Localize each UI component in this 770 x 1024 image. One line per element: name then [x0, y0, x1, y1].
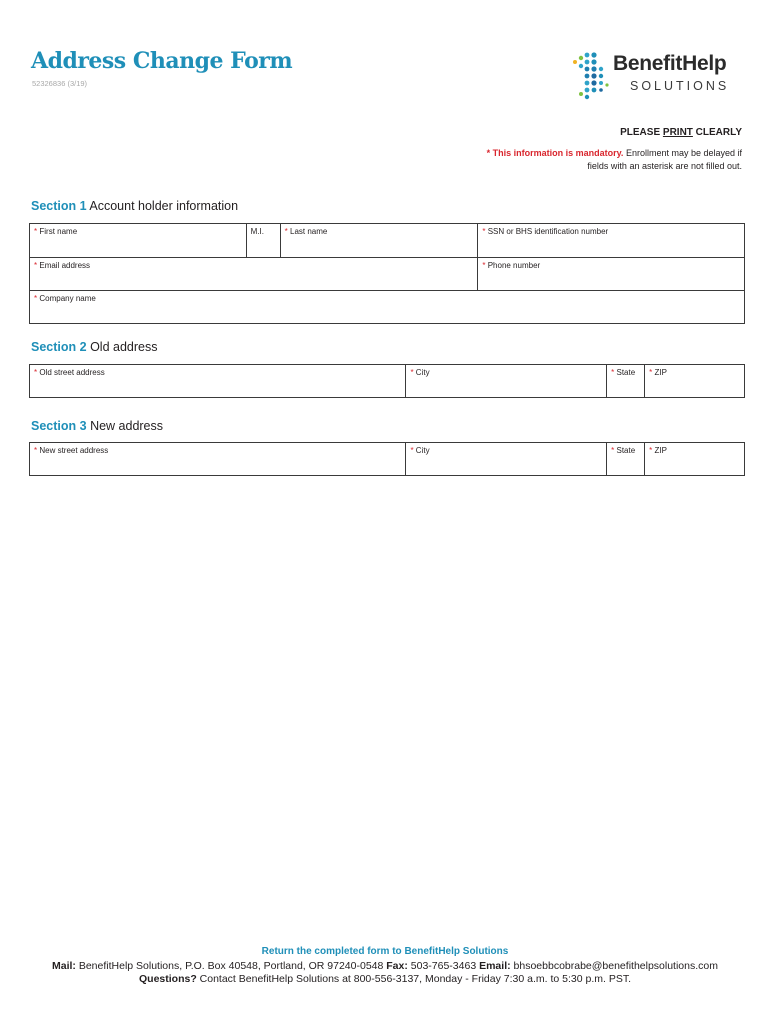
required-asterisk: *	[649, 446, 653, 455]
new-state-field[interactable]	[607, 443, 645, 476]
company-field[interactable]	[30, 291, 745, 324]
last-name-field[interactable]	[280, 224, 478, 258]
email-label-footer: Email:	[479, 960, 511, 972]
old-city-field[interactable]	[406, 365, 607, 398]
required-asterisk: *	[284, 227, 288, 236]
new-city-field[interactable]	[406, 443, 607, 476]
company-label: Company name	[39, 294, 96, 303]
section2-table	[29, 364, 745, 398]
new-zip-label: ZIP	[654, 446, 667, 455]
old-state-label: State	[616, 368, 636, 377]
email-field[interactable]	[30, 258, 478, 291]
required-asterisk: *	[34, 368, 38, 377]
phone-field[interactable]	[478, 258, 745, 291]
mandatory-notice	[442, 147, 742, 173]
mi-label: M.I.	[250, 227, 265, 236]
section3-title: New address	[90, 419, 164, 433]
print-prefix: PLEASE	[620, 127, 663, 138]
section1-table	[29, 223, 745, 324]
ssn-label: SSN or BHS identification number	[487, 227, 609, 236]
benefithelp-logo	[570, 50, 750, 102]
dots-logo-icon	[570, 50, 612, 102]
section1-title: Account holder information	[89, 199, 239, 213]
mandatory-rest-text: Enrollment may be delayed if	[623, 148, 742, 158]
required-asterisk: *	[34, 227, 38, 236]
section1-number: Section 1	[31, 199, 87, 213]
mandatory-line2: fields with an asterisk are not filled out.	[587, 161, 742, 171]
old-city-label: City	[415, 368, 430, 377]
phone-label: Phone number	[487, 261, 541, 270]
required-asterisk: *	[649, 368, 653, 377]
required-asterisk: *	[34, 261, 38, 270]
old-zip-label: ZIP	[654, 368, 667, 377]
form-title: Address Change Form	[31, 48, 293, 74]
section3-table	[29, 442, 745, 476]
section1-heading	[31, 199, 238, 213]
old-street-label: Old street address	[39, 368, 105, 377]
mi-field[interactable]	[246, 224, 280, 258]
fax-text: 503-765-3463	[407, 960, 480, 972]
required-asterisk: *	[410, 446, 414, 455]
section3-number: Section 3	[31, 419, 87, 433]
form-number: 52326836 (3/19)	[32, 79, 88, 88]
logo-subtitle: SOLUTIONS	[630, 79, 730, 93]
logo-name: BenefitHelp	[613, 52, 727, 75]
new-city-label: City	[415, 446, 430, 455]
print-word: PRINT	[662, 127, 693, 138]
mail-label: Mail:	[52, 960, 76, 972]
mail-text: BenefitHelp Solutions, P.O. Box 40548, Portland, OR 97240-0548	[75, 960, 387, 972]
ssn-field[interactable]	[478, 224, 745, 258]
new-state-label: State	[616, 446, 636, 455]
new-street-label: New street address	[39, 446, 109, 455]
section2-number: Section 2	[31, 340, 87, 354]
section3-heading	[31, 419, 163, 433]
contact-line	[0, 960, 770, 972]
required-asterisk: *	[482, 261, 486, 270]
section2-title: Old address	[90, 340, 158, 354]
questions-line	[0, 973, 770, 985]
new-street-field[interactable]	[30, 443, 406, 476]
last-name-label: Last name	[290, 227, 328, 236]
first-name-label: First name	[39, 227, 78, 236]
print-suffix: CLEARLY	[692, 127, 742, 138]
return-instructions: Return the completed form to BenefitHelp Solutions	[261, 946, 509, 957]
questions-text: Contact BenefitHelp Solutions at 800-556-3137, Monday - Friday 7:30 a.m. to 5:30 p.m. PST.	[196, 973, 631, 985]
questions-label: Questions?	[138, 973, 197, 985]
email-label: Email address	[39, 261, 91, 270]
old-street-field[interactable]	[30, 365, 406, 398]
first-name-field[interactable]	[30, 224, 247, 258]
mandatory-red-text: * This information is mandatory.	[486, 148, 624, 158]
required-asterisk: *	[611, 368, 615, 377]
print-clearly-notice	[620, 127, 742, 138]
required-asterisk: *	[410, 368, 414, 377]
fax-label: Fax:	[386, 960, 408, 972]
required-asterisk: *	[34, 446, 38, 455]
required-asterisk: *	[482, 227, 486, 236]
email-link[interactable]: bhsoebbcobrabe@benefithelpsolutions.com	[510, 960, 718, 972]
old-zip-field[interactable]	[645, 365, 745, 398]
required-asterisk: *	[34, 294, 38, 303]
required-asterisk: *	[611, 446, 615, 455]
section2-heading	[31, 340, 157, 354]
old-state-field[interactable]	[607, 365, 645, 398]
new-zip-field[interactable]	[645, 443, 745, 476]
